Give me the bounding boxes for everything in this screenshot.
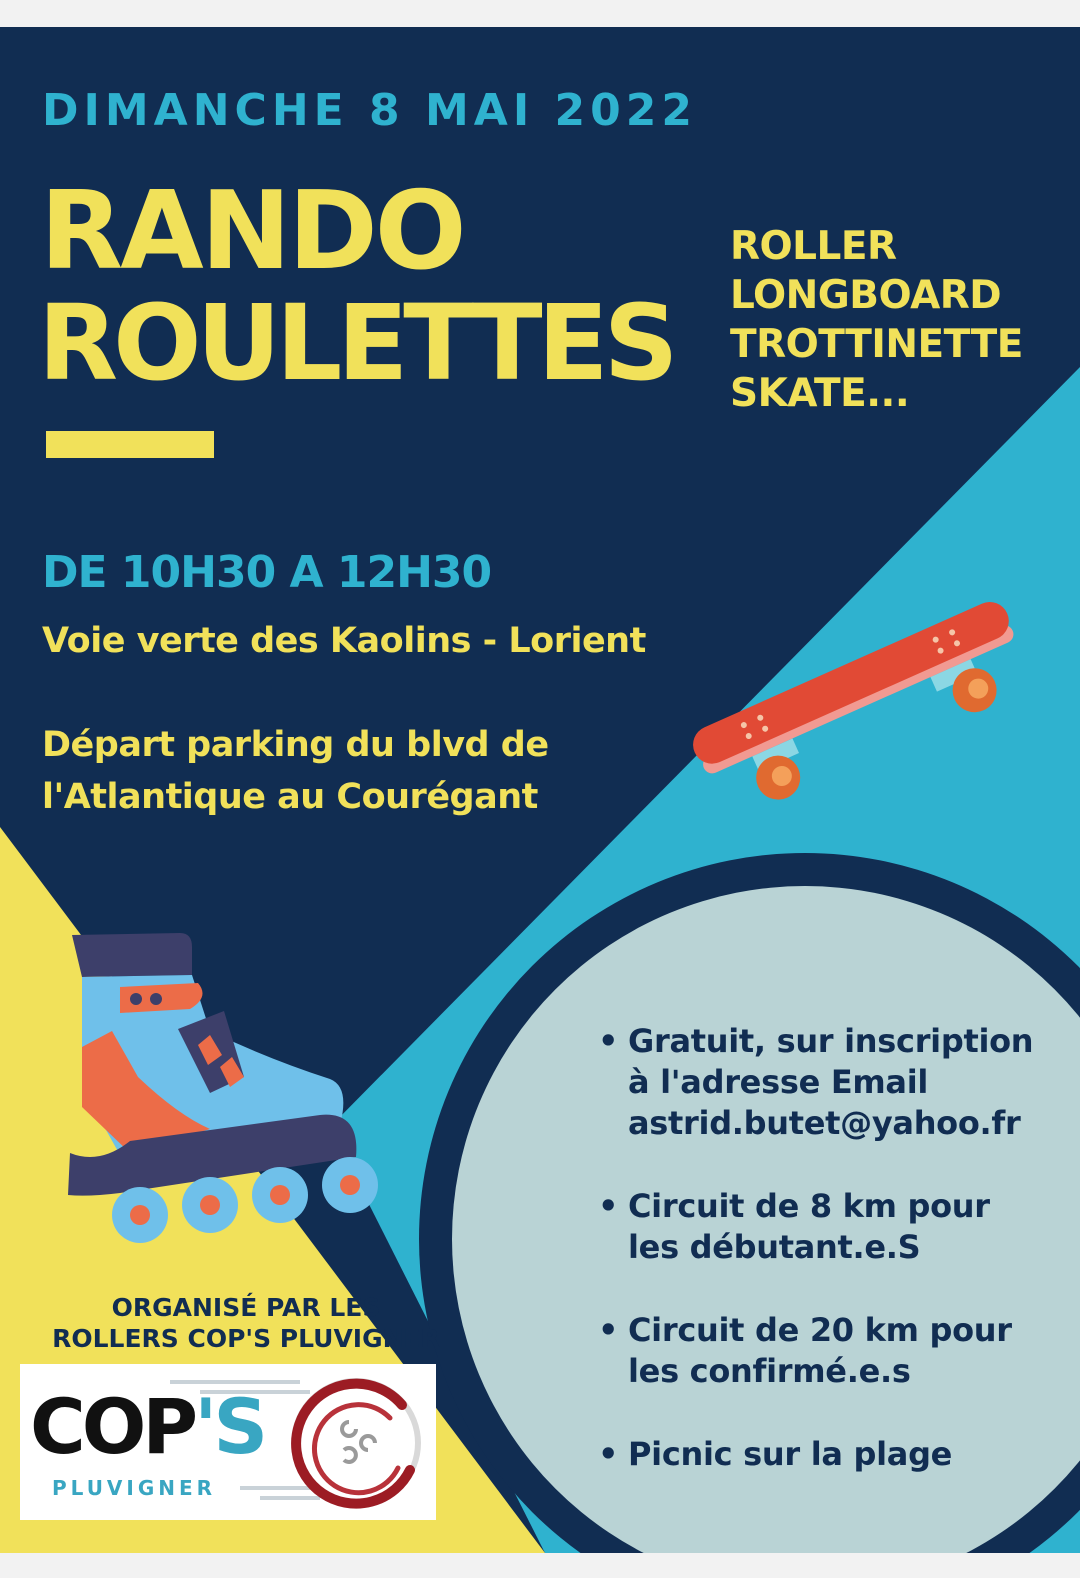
departure-line-2: l'Atlantique au Courégant (42, 777, 538, 817)
info-line: à l'adresse Email (628, 1063, 929, 1101)
departure-line-1: Départ parking du blvd de (42, 725, 549, 765)
logo-wordmark (30, 1382, 264, 1471)
activity-item: ROLLER (730, 224, 897, 269)
event-hours: DE 10H30 A 12H30 (42, 547, 492, 598)
logo-wordmark-main: COP (30, 1382, 195, 1471)
info-line: Circuit de 20 km pour (628, 1311, 1012, 1349)
info-line: les confirmé.e.s (628, 1352, 911, 1390)
info-line: Circuit de 8 km pour (628, 1187, 990, 1225)
info-line: les débutant.e.S (628, 1228, 921, 1266)
logo-subtitle: PLUVIGNER (52, 1476, 217, 1500)
title-line-2: ROULETTES (38, 282, 674, 404)
activity-item: TROTTINETTE (730, 322, 1023, 367)
info-list (600, 1021, 1078, 1475)
info-line: Gratuit, sur inscription (628, 1022, 1034, 1060)
info-item-registration (600, 1021, 1078, 1144)
organizer-text (20, 1292, 472, 1354)
info-email: astrid.butet@yahoo.fr (628, 1104, 1021, 1142)
activity-item: LONGBOARD (730, 273, 1002, 318)
organizer-line-1: ORGANISÉ PAR LES (111, 1293, 381, 1322)
organizer-line-2: ROLLERS COP'S PLUVIGNER (52, 1324, 440, 1353)
logo-wordmark-accent: 'S (194, 1382, 265, 1471)
title-underline (46, 431, 214, 458)
info-item-beginner-circuit (600, 1186, 1078, 1268)
skateboard-icon (680, 567, 1030, 817)
info-item-advanced-circuit (600, 1310, 1078, 1392)
event-poster (0, 27, 1080, 1553)
cops-pluvigner-logo (20, 1364, 436, 1520)
event-date: DIMANCHE 8 MAI 2022 (42, 85, 697, 136)
title-line-1: RANDO (40, 169, 464, 294)
activities-list (730, 222, 1023, 418)
info-line: Picnic sur la plage (628, 1435, 953, 1473)
info-item-picnic (600, 1434, 1078, 1475)
triskelion-icon (282, 1370, 430, 1516)
inline-skate-icon (60, 927, 400, 1257)
activity-item: SKATE... (730, 371, 910, 416)
event-place: Voie verte des Kaolins - Lorient (42, 621, 646, 661)
